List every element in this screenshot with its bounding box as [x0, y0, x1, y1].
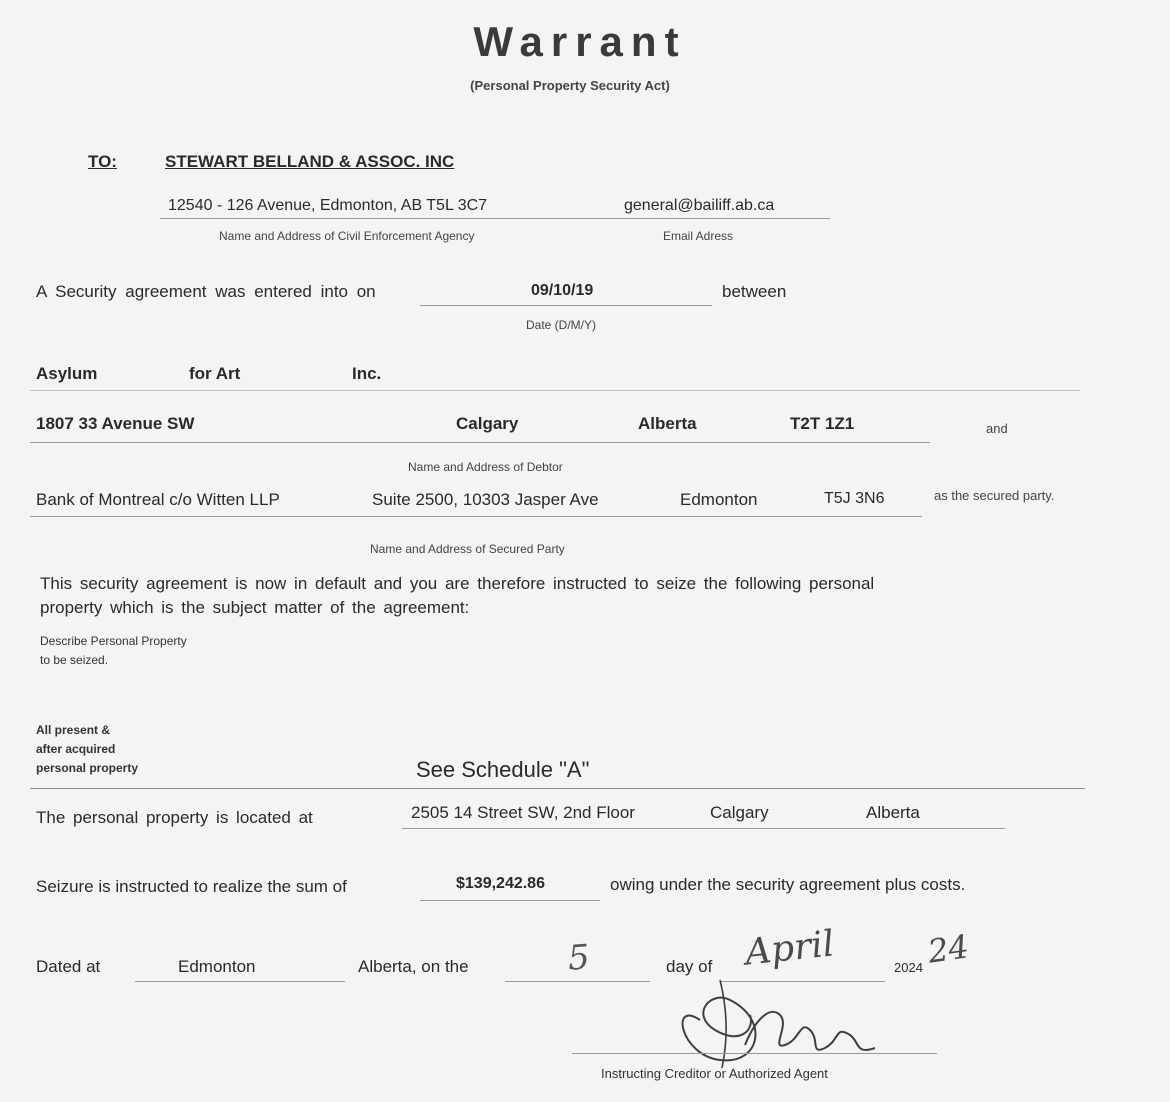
handwritten-month: April — [743, 923, 837, 974]
debtor-city: Calgary — [456, 414, 519, 433]
secured-party-street: Suite 2500, 10303 Jasper Ave — [372, 490, 599, 509]
day-of-text: day of — [666, 957, 713, 976]
agency-underline — [160, 218, 830, 219]
debtor-street: 1807 33 Avenue SW — [36, 414, 195, 433]
document-subtitle: (Personal Property Security Act) — [470, 78, 670, 93]
date-underline — [420, 305, 712, 306]
agency-email: general@bailiff.ab.ca — [624, 197, 775, 214]
seizure-amount: $139,242.86 — [456, 875, 545, 892]
province-on: Alberta, on the — [358, 957, 469, 976]
to-label: TO: — [88, 152, 117, 171]
secured-party-postal: T5J 3N6 — [824, 490, 885, 507]
secured-party-city: Edmonton — [680, 490, 758, 509]
debtor-caption: Name and Address of Debtor — [408, 460, 563, 474]
seizure-suffix: owing under the security agreement plus costs. — [610, 875, 966, 894]
agency-name: STEWART BELLAND & ASSOC. INC — [165, 152, 455, 171]
debtor-province: Alberta — [638, 414, 697, 433]
email-caption: Email Adress — [663, 229, 734, 243]
describe-label-2: to be seized. — [40, 653, 109, 667]
debtor-name-2: for Art — [189, 364, 241, 383]
debtor-name-1: Asylum — [36, 364, 98, 383]
amount-underline — [420, 900, 600, 901]
signature-underline — [572, 1053, 937, 1054]
location-label: The personal property is located at — [36, 808, 313, 827]
location-street: 2505 14 Street SW, 2nd Floor — [411, 803, 635, 822]
secured-party-underline — [30, 516, 922, 517]
between-text: between — [722, 282, 787, 301]
handwritten-day: 5 — [566, 937, 592, 979]
date-caption: Date (D/M/Y) — [526, 318, 597, 332]
handwritten-year: 24 — [925, 927, 972, 971]
secured-party-caption: Name and Address of Secured Party — [370, 542, 565, 556]
debtor-name-3: Inc. — [352, 364, 382, 383]
instruction-line-2: property which is the subject matter of the agreement: — [40, 598, 470, 617]
location-underline — [402, 828, 1005, 829]
agency-address: 12540 - 126 Avenue, Edmonton, AB T5L 3C7 — [168, 197, 488, 214]
location-city: Calgary — [710, 803, 769, 822]
debtor-address-underline — [30, 442, 930, 443]
signature-caption: Instructing Creditor or Authorized Agent — [601, 1066, 828, 1081]
agency-caption: Name and Address of Civil Enforcement Agency — [219, 229, 475, 243]
dated-place: Edmonton — [178, 957, 256, 976]
debtor-name-underline — [30, 390, 1080, 391]
agreement-intro: A Security agreement was entered into on — [36, 282, 376, 301]
agreement-date: 09/10/19 — [531, 282, 594, 299]
instruction-line-1: This security agreement is now in default and you are therefore instructed to seize the following personal — [40, 574, 875, 593]
day-underline — [505, 981, 650, 982]
document-title: Warrant — [473, 18, 687, 65]
all-property-1: All present & — [36, 723, 111, 737]
seizure-label: Seizure is instructed to realize the sum of — [36, 877, 347, 896]
year-prefix: 2024 — [894, 960, 923, 975]
schedule-reference: See Schedule "A" — [416, 757, 590, 782]
describe-label-1: Describe Personal Property — [40, 634, 187, 648]
dated-label: Dated at — [36, 957, 101, 976]
all-property-2: after acquired — [36, 742, 116, 756]
location-province: Alberta — [866, 803, 920, 822]
signature-mark — [660, 960, 900, 1080]
place-underline — [135, 981, 345, 982]
secured-party-name: Bank of Montreal c/o Witten LLP — [36, 490, 280, 509]
all-property-3: personal property — [36, 761, 139, 775]
property-underline — [30, 788, 1085, 789]
debtor-postal: T2T 1Z1 — [790, 414, 855, 433]
secured-party-suffix: as the secured party. — [934, 488, 1055, 503]
and-text: and — [986, 421, 1008, 436]
